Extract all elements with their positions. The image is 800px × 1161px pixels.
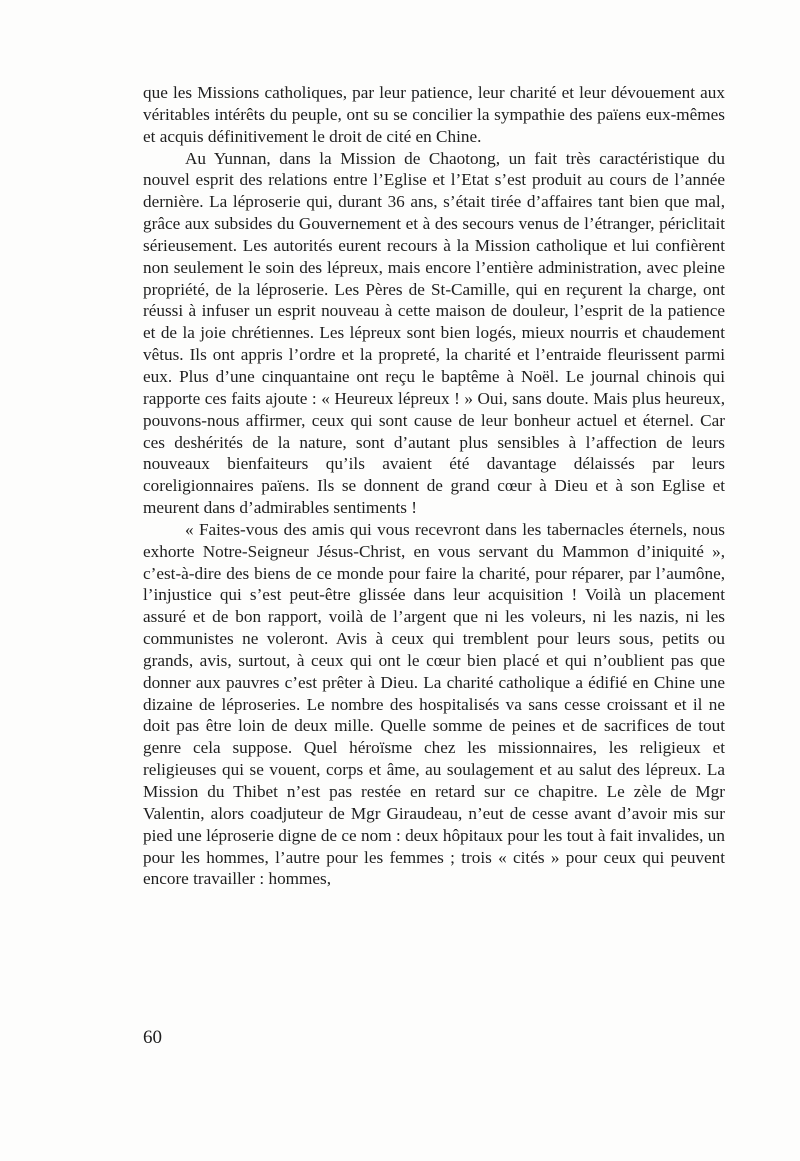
paragraph-yunnan-leprosarium: Au Yunnan, dans la Mission de Chaotong, un fait très caractéristique du nouvel esprit des relations entre l’Eglise et l’Etat s’est produit au cours de l’année dernière. La léproserie qui, durant 36 ans, s’était tirée d’affaires tant bien que mal, grâce aux subsides du Gouvernement et à des secours venus de l’étranger, périclitait sérieusement. Les autorités eurent recours à la Mission catholique et lui confièrent non seulement le soin des lépreux, mais encore l’entière administration, avec pleine propriété, de la léproserie. Les Pères de St-Camille, qui en reçurent la charge, ont réussi à infuser un esprit nouveau à cette maison de douleur, l’esprit de la patience et de la joie chrétiennes. Les lépreux sont bien logés, mieux nourris et chaudement vêtus. Ils ont appris l’ordre et la propreté, la charité et l’entraide fleurissent parmi eux. Plus d’une cinquantaine ont reçu le baptême à Noël. Le journal chinois qui rapporte ces faits ajoute : « Heureux lépreux ! » Oui, sans doute. Mais plus heureux, pouvons-nous affirmer, ceux qui sont cause de leur bonheur actuel et éternel. Car ces deshérités de la nature, sont d’autant plus sensibles à l’affection de leurs nouveaux bienfaiteurs qu’ils avaient été davantage délaissés par leurs coreligionnaires païens. Ils se donnent de grand cœur à Dieu et à son Eglise et meurent dans d’admirables sentiments ! [143, 148, 725, 518]
paragraph-charity-exhortation: « Faites-vous des amis qui vous recevront dans les tabernacles éternels, nous exhorte Notre-Seigneur Jésus-Christ, en vous servant du Mammon d’iniquité », c’est-à-dire des biens de ce monde pour faire la charité, pour réparer, par l’aumône, l’injustice qui s’est peut-être glissée dans leur acquisition ! Voilà un placement assuré et de bon rapport, voilà de l’argent que ni les voleurs, ni les nazis, ni les communistes ne voleront. Avis à ceux qui tremblent pour leurs sous, petits ou grands, avis, surtout, à ceux qui ont le cœur bien placé et qui n’oublient pas que donner aux pauvres c’est prêter à Dieu. La charité catholique a édifié en Chine une dizaine de léproseries. Le nombre des hospitalisés va sans cesse croissant et il ne doit pas être loin de deux mille. Quelle somme de peines et de sacrifices de tout genre cela suppose. Quel héroïsme chez les missionnaires, les religieux et religieuses qui se vouent, corps et âme, au soulagement et au salut des lépreux. La Mission du Thibet n’est pas restée en retard sur ce chapitre. Le zèle de Mgr Valentin, alors coadjuteur de Mgr Giraudeau, n’eut de cesse avant d’avoir mis sur pied une léproserie digne de ce nom : deux hôpitaux pour les tout à fait invalides, un pour les hommes, l’autre pour les femmes ; trois « cités » pour ceux qui peuvent encore travailler : hommes, [143, 519, 725, 889]
body-text [143, 82, 725, 890]
paragraph-continuation: que les Missions catholiques, par leur patience, leur charité et leur dévouement aux véritables intérêts du peuple, ont su se concilier la sympathie des païens eux-mêmes et acquis définitivement le droit de cité en Chine. [143, 83, 725, 146]
page-number: 60 [143, 1027, 162, 1048]
